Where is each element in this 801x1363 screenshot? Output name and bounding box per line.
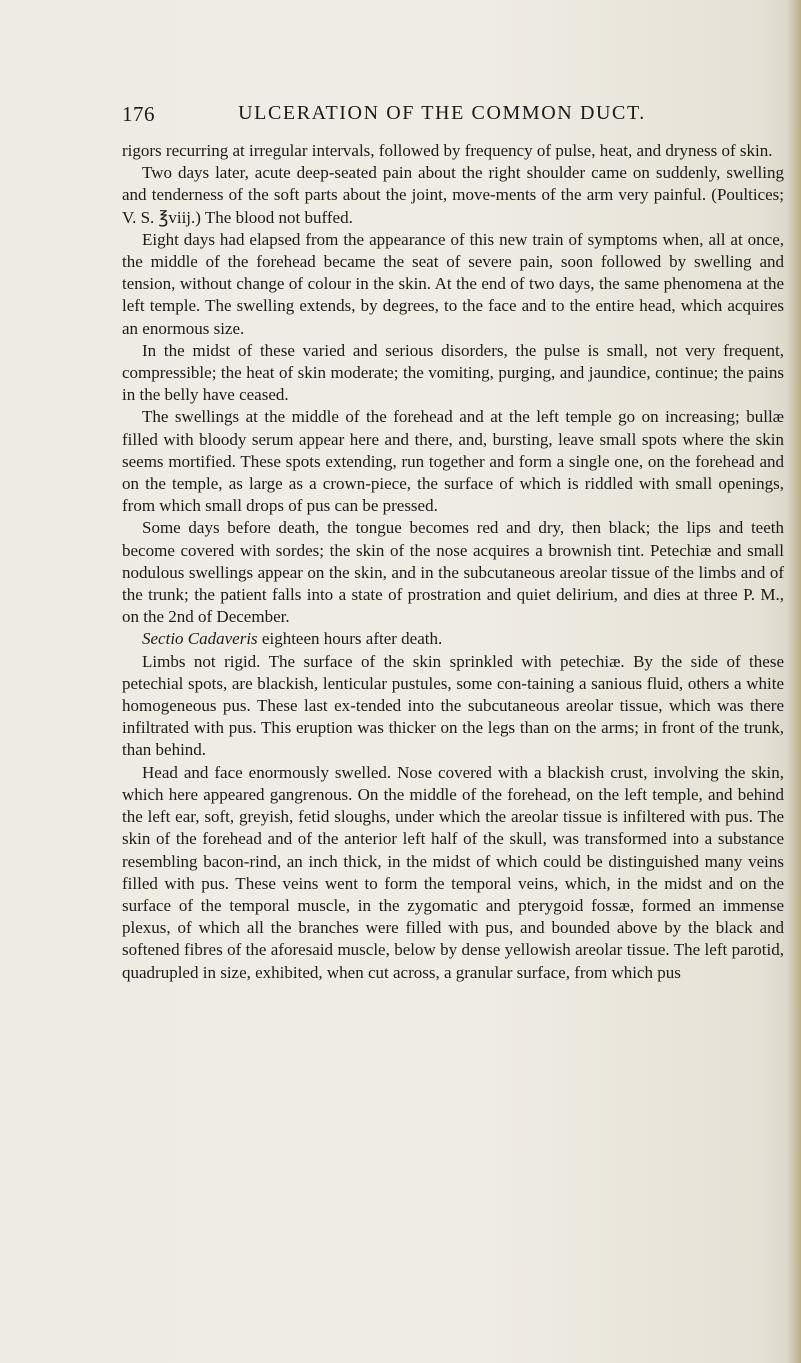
- paragraph: In the midst of these varied and serious disorders, the pulse is small, not very frequent, compressible; the heat of skin moderate; the vomiting, purging, and jaundice, continue; the pains in the belly have ceased.: [122, 340, 784, 405]
- page-edge: [787, 0, 801, 1363]
- paragraph: Head and face enormously swelled. Nose covered with a blackish crust, involving the skin, which here appeared gangrenous. On the middle of the forehead, on the left temple, and behind the left ear, soft, greyish, fetid sloughs, under which the areolar tissue is infiltered with pus. The skin of the forehead and of the anterior left half of the skull, was transformed into a substance resembling bacon-rind, an inch thick, in the midst of which could be distinguished many veins filled with pus. These veins went to form the temporal veins, which, in the midst and on the surface of the temporal muscle, in the zygomatic and pterygoid fossæ, formed an immense plexus, of which all the branches were filled with pus, and bounded above by the black and softened fibres of the aforesaid muscle, below by dense yellowish areolar tissue. The left parotid, quadrupled in size, exhibited, when cut across, a granular surface, from which pus: [122, 762, 784, 982]
- body-text: [122, 140, 784, 984]
- sectio-italic: Sectio Cadaveris: [142, 629, 258, 649]
- paragraph: rigors recurring at irregular intervals, followed by frequency of pulse, heat, and dryness of skin.: [122, 141, 773, 160]
- paragraph: The swellings at the middle of the forehead and at the left temple go on increasing; bullæ filled with bloody serum appear here and there, and, bursting, leave small spots where the skin seems mortified. These spots extending, run together and form a single one, on the forehead and on the temple, as large as a crown-piece, the surface of which is riddled with small openings, from which small drops of pus can be pressed.: [122, 407, 784, 516]
- paragraph: Some days before death, the tongue becomes red and dry, then black; the lips and teeth become covered with sordes; the skin of the nose acquires a brownish tint. Petechiæ and small nodulous swellings appear on the skin, and in the subcutaneous areolar tissue of the limbs and of the trunk; the patient falls into a state of prostration and quiet delirium, and dies at three P. M., on the 2nd of December.: [122, 518, 784, 627]
- paragraph: Two days later, acute deep-seated pain about the right shoulder came on suddenly, swelling and tenderness of the soft parts about the joint, move-ments of the arm very painful. (Poultices; V. S. ℥viij.) The blood not buffed.: [122, 163, 784, 227]
- paragraph: Eight days had elapsed from the appearance of this new train of symptoms when, all at once, the middle of the forehead became the seat of severe pain, soon followed by swelling and tension, without change of colour in the skin. At the end of two days, the same phenomena at the left temple. The swelling extends, by degrees, to the face and to the entire head, which acquires an enormous size.: [122, 229, 784, 338]
- sectio-rest: eighteen hours after death.: [257, 629, 443, 649]
- sectio-heading: [122, 628, 784, 650]
- paragraph: Limbs not rigid. The surface of the skin sprinkled with petechiæ. By the side of these petechial spots, are blackish, lenticular pustules, some con-taining a sanious fluid, others a white homogeneous pus. These last ex-tended into the subcutaneous areolar tissue, which was there infiltrated with pus. This eruption was thicker on the legs than on the arms; in front of the trunk, than behind.: [122, 651, 784, 760]
- page-header: [122, 102, 762, 128]
- running-head: ULCERATION OF THE COMMON DUCT.: [238, 102, 646, 124]
- page-number: 176: [122, 102, 155, 126]
